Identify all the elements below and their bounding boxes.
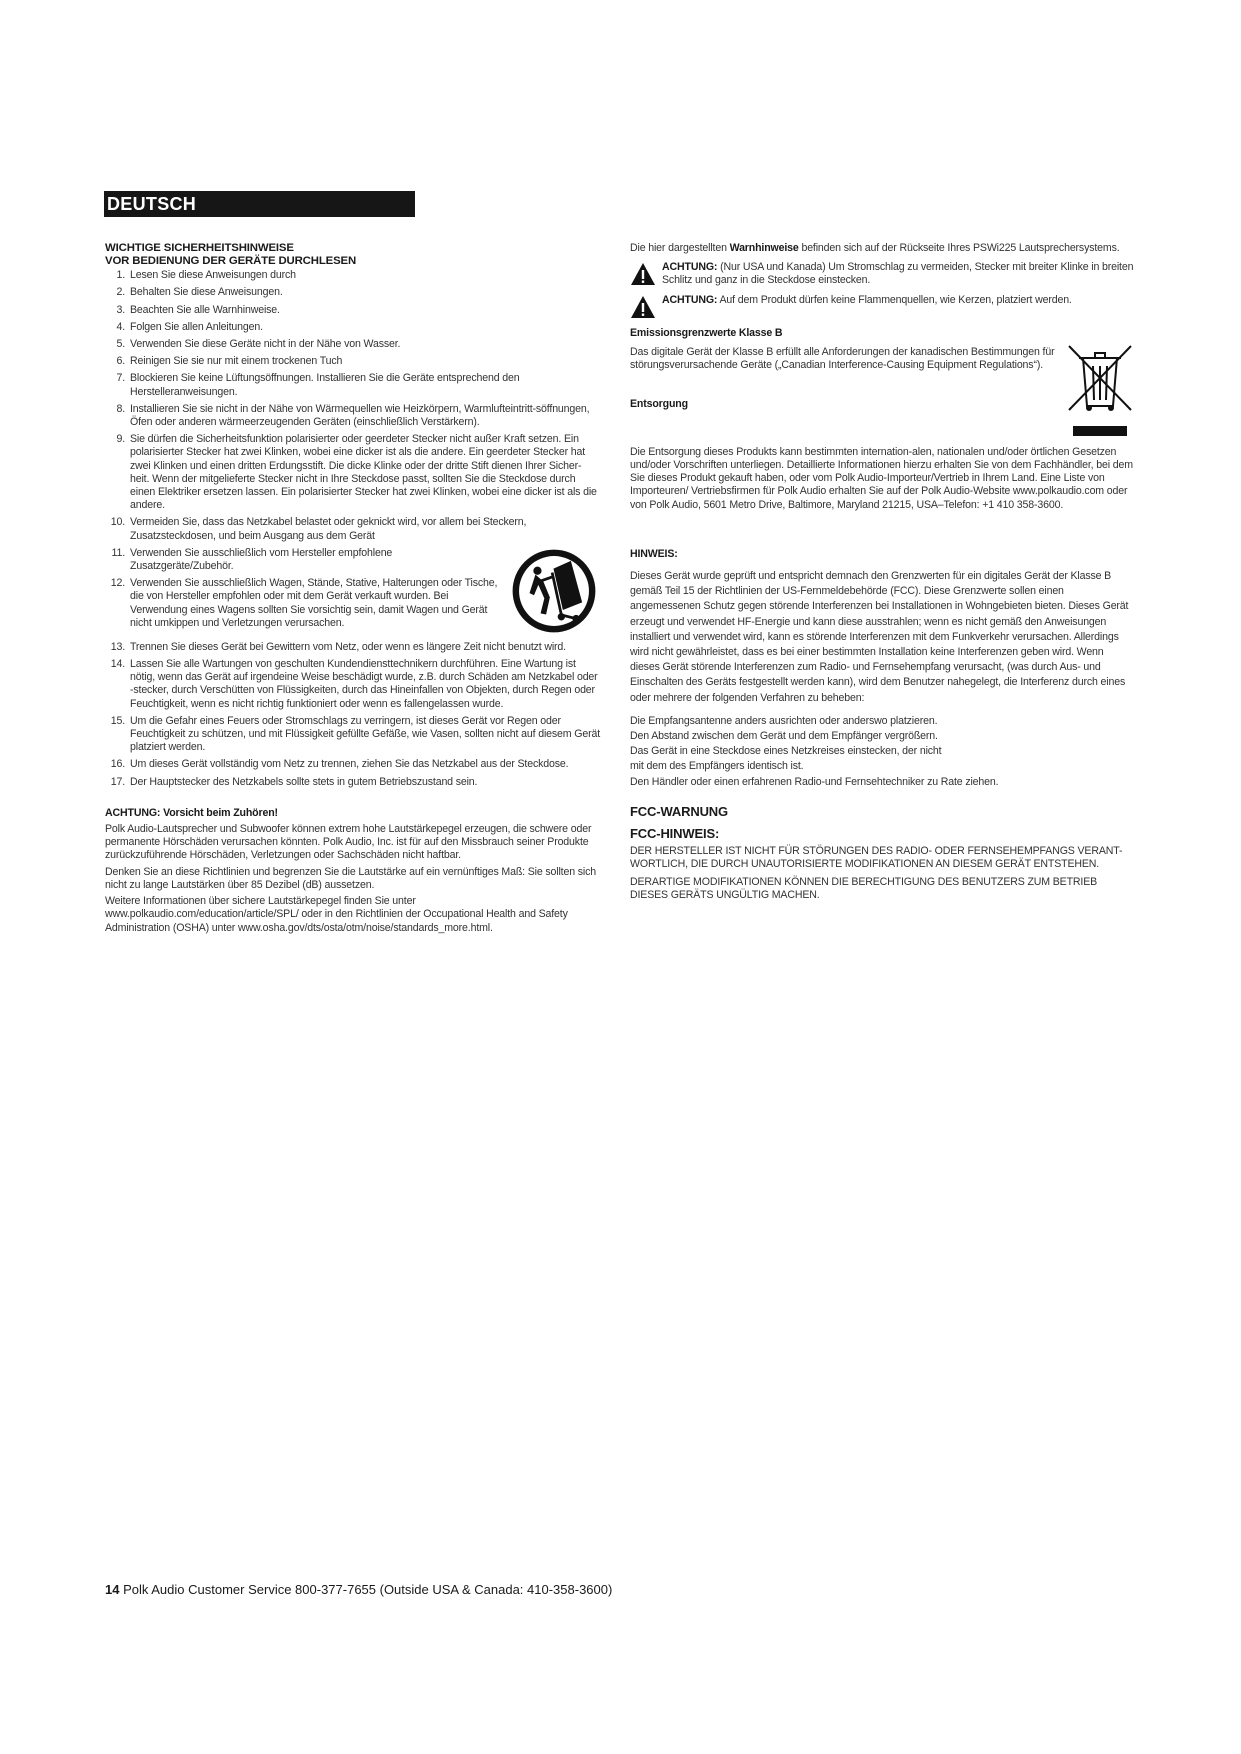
list-item: 16. Um dieses Gerät vollständig vom Netz zu trennen, ziehen Sie das Netzkabel aus der Steckdose. [110, 758, 569, 771]
list-item: 13. Trennen Sie dieses Gerät bei Gewittern vom Netz, oder wenn es längere Zeit nicht benutzt wird. [110, 640, 566, 653]
left-column [105, 242, 600, 935]
list-item: Das Gerät in eine Steckdose eines Netzkreises einstecken, der nicht [630, 745, 942, 758]
interference-measures [630, 714, 1135, 790]
page-footer [105, 1582, 612, 1597]
list-item: 17. Der Hauptstecker des Netzkabels sollte stets in gutem Betriebszustand sein. [110, 775, 478, 788]
warning-shock: ACHTUNG: (Nur USA und Kanada) Um Stromschlag zu vermeiden, Stecker mit breiter Klinke in breiten Schlitz und ganz in die Steckdose einstecken. [630, 261, 1135, 287]
list-item: 3. Beachten Sie alle Warnhinweise. [116, 303, 280, 316]
cart-tip-over-warning-icon [508, 545, 600, 637]
language-banner: DEUTSCH [104, 191, 415, 217]
list-item: Die Empfangsantenne anders ausrichten oder anderswo platzieren. [630, 714, 938, 727]
disposal-title: Entsorgung [630, 398, 688, 411]
warning-triangle-icon [630, 262, 656, 286]
fcc-warning-title: FCC-WARNUNG [630, 803, 729, 819]
safety-title-2: VOR BEDIENUNG DER GERÄTE DURCHLESEN [105, 254, 357, 267]
weee-crossed-bin-icon [1065, 340, 1135, 440]
list-item: 4. Folgen Sie allen Anleitungen. [116, 320, 263, 333]
list-item: 7. Blockieren Sie keine Lüftungsöffnungen. Installieren Sie die Geräte entsprechend den Herstelleranweisungen. [116, 372, 520, 398]
list-item: 11. Verwenden Sie ausschließlich vom Hersteller empfohlene Zusatzgeräte/Zubehör. 12. Verwenden Sie ausschließlich Wagen, Stände, Stative, Halterungen oder Tische, die von Hersteller empfohlen oder mit dem Gerät verkauft wurden. Bei Verwendung eines Wagens sollten Sie vorsichtig sein, damit Wagen und Gerät nicht umkippen und Verletzungen verursachen. [105, 547, 600, 637]
warning-labels-intro: Die hier dargestellten Warnhinweise befinden sich auf der Rückseite Ihres PSWi225 Lautsprechersystems. [630, 242, 1120, 254]
caution-paragraph-1: Polk Audio-Lautsprecher und Subwoofer können extrem hohe Lautstärkepegel erzeugen, die schwere oder permanente Hörschäden verursachen könnten. Polk Audio, Inc. ist für auf den Missbrauch seiner Produkte zurückzuführende Hörschäden, Verletzungen oder Sachschäden nicht haftbar. [105, 823, 592, 862]
list-item: Den Abstand zwischen dem Gerät und dem Empfänger vergrößern. [630, 730, 938, 743]
list-item: 5. Verwenden Sie diese Geräte nicht in der Nähe von Wasser. [116, 338, 401, 350]
list-item: 1. Lesen Sie diese Anweisungen durch [116, 269, 296, 282]
safety-instructions-list [105, 269, 600, 793]
disposal-text: Die Entsorgung dieses Produkts kann bestimmten internation-alen, nationalen und/oder örtlichen Gesetzen und/oder Vorschriften unterliegen. Detaillierte Informationen hierzu erhalten Sie von dem Fachhändler, bei dem Sie dieses Produkt gekauft haben, oder vom Polk Audio-Importeur/Vertrieb in Ihrem Land. Eine Liste von Importeuren/ Vertriebsfirmen für Polk Audio erhalten Sie auf der Polk Audio-Website www.polkaudio.com oder von Polk Audio, 5601 Metro Drive, Baltimore, Maryland 21215, USA–Telefon: +1 410 358-3600. [630, 445, 1133, 511]
fcc-paragraph-2: DERARTIGE MODIFIKATIONEN KÖNNEN DIE BERECHTIGUNG DES BENUTZERS ZUM BETRIEB DIESES GERÄTS UNGÜLTIG MACHEN. [630, 876, 1098, 902]
emission-title: Emissionsgrenzwerte Klasse B [630, 326, 783, 339]
caution-paragraph-2: Denken Sie an diese Richtlinien und begrenzen Sie die Lautstärke auf ein vernünftiges Maß: Sie sollten sich nicht zu lange Lautstärken über 85 Dezibel (dB) aussetzen. [105, 865, 596, 891]
emission-text: Das digitale Gerät der Klasse B erfüllt alle Anforderungen der kanadischen Bestimmungen für störungsverursachende Geräte („Canadian Interference-Causing Equipment Regulations“). [630, 345, 1055, 372]
list-item: 8. Installieren Sie sie nicht in der Nähe von Wärmequellen wie Heizkörpern, Warmlufteintritt-söffnungen, Öfen oder anderen wärmeerzeugenden Geräten (einschließlich Verstärkern). [116, 402, 590, 429]
notice-title: HINWEIS: [630, 547, 678, 560]
caution-title: ACHTUNG: Vorsicht beim Zuhören! [105, 806, 278, 819]
warning-flame: ACHTUNG: Auf dem Produkt dürfen keine Flammenquellen, wie Kerzen, platziert werden. [630, 294, 1135, 319]
list-item: 6. Reinigen Sie sie nur mit einem trockenen Tuch [116, 355, 343, 368]
list-item: 9. Sie dürfen die Sicherheitsfunktion polarisierter oder geerdeter Stecker nicht außer Kraft setzen. Ein polarisierter Stecker hat zwei Klinken, wobei eine dicker ist als die andere. Ein geerdeter Stecker hat zwei Klinken und einen dritten Erdungsstift. Die dicke Klinke oder der dritte Stift dienen Ihrer Sicher-heit. Wenn der mitgelieferte Stecker nicht in Ihre Steckdose passt, sollten Sie die Steckdose durch einen Elektriker ersetzen lassen. Ein polarisierter Stecker hat zwei Klinken, wobei eine dicker ist als die andere. [116, 433, 597, 512]
fcc-notice-title: FCC-HINWEIS: [630, 825, 720, 841]
notice-text: Dieses Gerät wurde geprüft und entspricht demnach den Grenzwerten für ein digitales Gerät der Klasse B gemäß Teil 15 der Richtlinien der US-Fernmeldebehörde (FCC). Diese Grenzwerte sollen einen angemessenen Schutz gegen störende Interferenzen bei Installationen in Wohngebieten bieten. Dieses Gerät erzeugt und verwendet HF-Energie und kann diese ausstrahlen; wenn es nicht gemäß den Anweisungen installiert und verwendet wird, kann es störende Interferenzen mit dem Funkverkehr verursachen. Allerdings wird nicht gewährleistet, dass es bei einer bestimmten Installation keine Interferenzen geben wird. Wenn dieses Gerät störende Interferenzen zum Radio- und Fernsehempfang verursacht, (was durch Aus- und Einschalten des Geräts festgestellt werden kann), wird dem Benutzer nahegelegt, die Interferenz durch eines oder mehrere der folgenden Verfahren zu beheben: [630, 570, 1129, 704]
list-item: Den Händler oder einen erfahrenen Radio-und Fernsehtechniker zu Rate ziehen. [630, 775, 999, 788]
fcc-paragraph-1: DER HERSTELLER IST NICHT FÜR STÖRUNGEN DES RADIO- ODER FERNSEHEMPFANGS VERANT-WORTLICH, DIE DURCH UNAUTORISIERTE MODIFIKATIONEN AN DIESEM GERÄT ENTSTEHEN. [630, 844, 1123, 871]
list-item: 10. Vermeiden Sie, dass das Netzkabel belastet oder geknickt wird, vor allem bei Steckern, Zusatzsteckdosen, und beim Ausgang aus dem Gerät [110, 516, 527, 542]
warning-triangle-icon [630, 295, 656, 319]
list-item: mit dem des Empfängers identisch ist. [630, 760, 804, 773]
list-item: 2. Behalten Sie diese Anweisungen. [116, 286, 283, 299]
right-column [630, 242, 1135, 903]
caution-paragraph-3: Weitere Informationen über sichere Lautstärkepegel finden Sie unter www.polkaudio.com/education/article/SPL/ oder in den Richtlinien der Occupational Health and Safety Administration (OSHA) unter www.osha.gov/dts/osta/otm/noise/standards_more.html. [105, 895, 568, 934]
customer-service-text: Polk Audio Customer Service 800-377-7655 (Outside USA & Canada: 410-358-3600) [119, 1582, 613, 1597]
safety-title-1: WICHTIGE SICHERHEITSHINWEISE [105, 242, 294, 254]
page-number: 14 [105, 1582, 120, 1597]
list-item: 15. Um die Gefahr eines Feuers oder Stromschlags zu verringern, ist dieses Gerät vor Regen oder Feuchtigkeit zu schützen, und mit Flüssigkeit gefüllte Gefäße, wie Vasen, sollten nicht auf diesem Gerät platziert werden. [110, 714, 600, 754]
list-item: 14. Lassen Sie alle Wartungen von geschulten Kundendiensttechnikern durchführen. Eine Wartung ist nötig, wenn das Gerät auf irgendeine Weise beschädigt wurde, z.B. durch Schäden am Netzkabel oder -stecker, durch Verschütten von Flüssigkeiten, durch das Hineinfallen von Objekten, durch Regen oder Feuchtigkeit, wenn es nicht richtig funktioniert oder wenn es fallengelassen wurde. [110, 658, 598, 710]
